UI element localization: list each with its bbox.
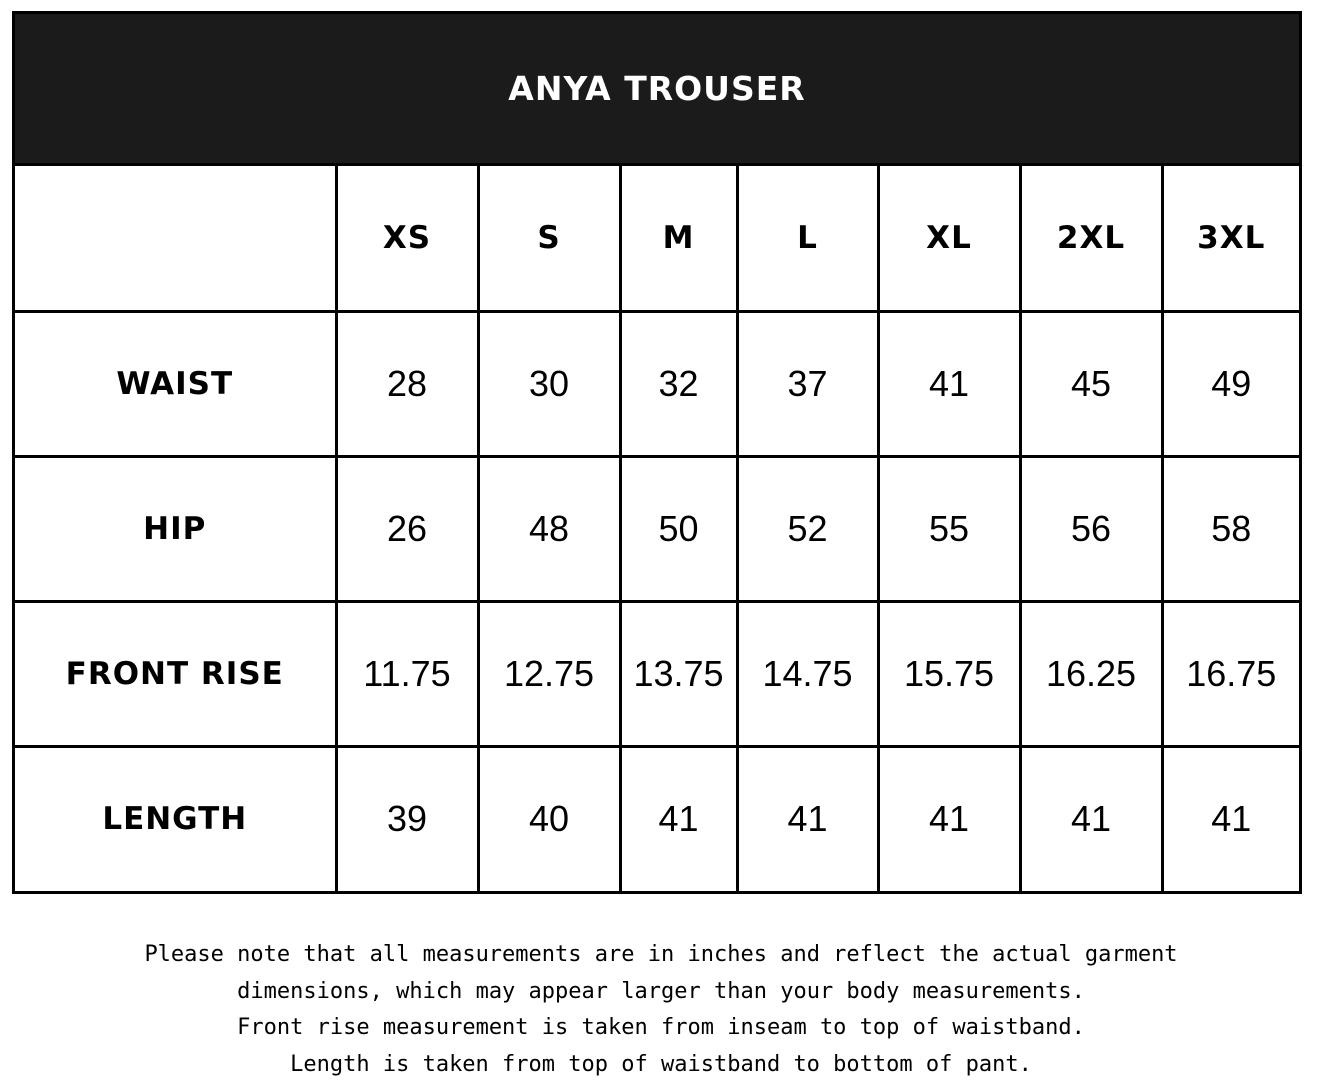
table-cell: 50 bbox=[620, 456, 737, 601]
table-cell: 28 bbox=[336, 311, 478, 456]
size-header-xl: XL bbox=[878, 166, 1020, 311]
table-cell: 41 bbox=[1020, 746, 1162, 891]
table-cell: 41 bbox=[620, 746, 737, 891]
size-header-xs: XS bbox=[336, 166, 478, 311]
size-header-s: S bbox=[478, 166, 620, 311]
table-cell: 45 bbox=[1020, 311, 1162, 456]
size-header-2xl: 2XL bbox=[1020, 166, 1162, 311]
table-cell: 40 bbox=[478, 746, 620, 891]
title-bar bbox=[15, 14, 1299, 166]
measurement-note bbox=[0, 937, 1322, 1083]
note-line: Front rise measurement is taken from inseam to top of waistband. bbox=[237, 1015, 1085, 1040]
chart-title: ANYA TROUSER bbox=[508, 69, 806, 108]
note-line: Please note that all measurements are in inches and reflect the actual garment bbox=[144, 942, 1178, 967]
size-header-m: M bbox=[620, 166, 737, 311]
size-header-3xl: 3XL bbox=[1162, 166, 1299, 311]
table-cell: 41 bbox=[878, 746, 1020, 891]
table-cell: 30 bbox=[478, 311, 620, 456]
table-cell: 39 bbox=[336, 746, 478, 891]
table-cell: 12.75 bbox=[478, 601, 620, 746]
table-cell: 41 bbox=[737, 746, 878, 891]
table-row-hip bbox=[15, 456, 1299, 601]
size-chart bbox=[12, 11, 1302, 894]
size-header-l: L bbox=[737, 166, 878, 311]
table-cell: 48 bbox=[478, 456, 620, 601]
table-cell: 14.75 bbox=[737, 601, 878, 746]
table-cell: 15.75 bbox=[878, 601, 1020, 746]
table-row-front-rise bbox=[15, 601, 1299, 746]
table-cell: 41 bbox=[878, 311, 1020, 456]
table-cell: 26 bbox=[336, 456, 478, 601]
table-cell: 32 bbox=[620, 311, 737, 456]
table-cell: 16.25 bbox=[1020, 601, 1162, 746]
size-table bbox=[15, 166, 1299, 891]
row-label-front-rise: FRONT RISE bbox=[15, 601, 336, 746]
size-header-row bbox=[15, 166, 1299, 311]
table-row-waist bbox=[15, 311, 1299, 456]
note-line: Length is taken from top of waistband to bottom of pant. bbox=[290, 1051, 1032, 1077]
table-cell: 49 bbox=[1162, 311, 1299, 456]
table-cell: 56 bbox=[1020, 456, 1162, 601]
row-label-hip: HIP bbox=[15, 456, 336, 601]
table-cell: 55 bbox=[878, 456, 1020, 601]
table-cell: 11.75 bbox=[336, 601, 478, 746]
table-cell: 41 bbox=[1162, 746, 1299, 891]
table-row-length bbox=[15, 746, 1299, 891]
table-cell: 52 bbox=[737, 456, 878, 601]
row-label-length: LENGTH bbox=[15, 746, 336, 891]
table-cell: 37 bbox=[737, 311, 878, 456]
row-label-waist: WAIST bbox=[15, 311, 336, 456]
table-cell: 16.75 bbox=[1162, 601, 1299, 746]
corner-cell bbox=[15, 166, 336, 311]
note-line: dimensions, which may appear larger than your body measurements. bbox=[237, 978, 1085, 1004]
table-cell: 13.75 bbox=[620, 601, 737, 746]
table-cell: 58 bbox=[1162, 456, 1299, 601]
